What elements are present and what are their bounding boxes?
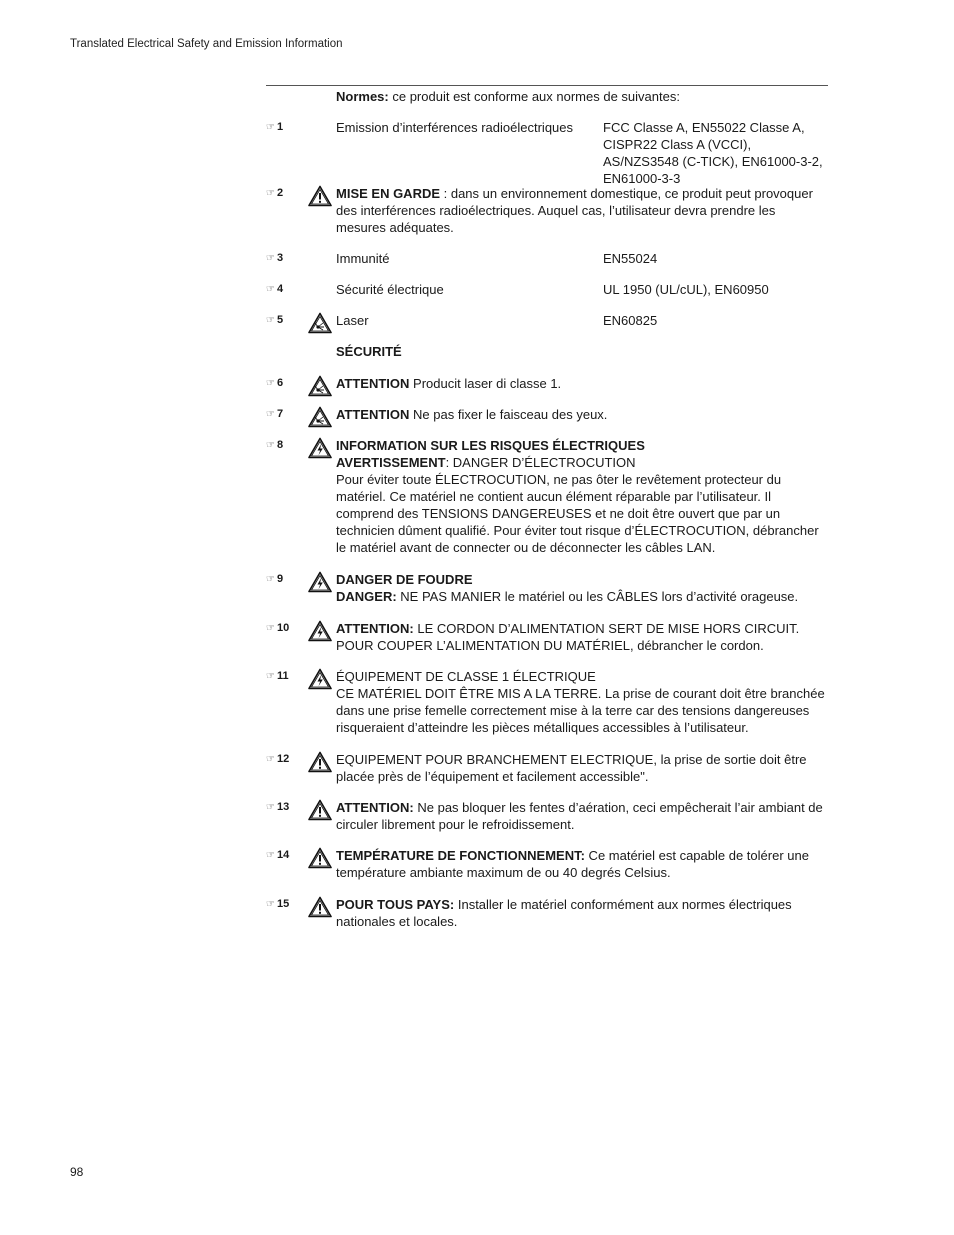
entry-2 bbox=[266, 185, 828, 235]
entry-ref: ☞ 10 bbox=[266, 622, 290, 634]
laser-triangle-icon bbox=[308, 375, 332, 397]
entry-ref: ☞ 11 bbox=[266, 670, 289, 682]
hand-pointer-icon: ☞ bbox=[266, 253, 275, 264]
entry-11 bbox=[266, 668, 828, 735]
warning-triangle-icon bbox=[308, 799, 332, 821]
entry-ref: ☞ 15 bbox=[266, 898, 290, 910]
electric-shock-triangle-icon bbox=[308, 620, 332, 642]
entry-ref: ☞ 2 bbox=[266, 187, 284, 199]
hand-pointer-icon: ☞ bbox=[266, 122, 275, 133]
warning-triangle-icon bbox=[308, 847, 332, 869]
entry-text: ATTENTION Ne pas fixer le faisceau des yeux. bbox=[336, 407, 608, 422]
hand-pointer-icon: ☞ bbox=[266, 188, 275, 199]
entry-13 bbox=[266, 799, 828, 832]
entry-ref: ☞ 3 bbox=[266, 252, 284, 264]
laser-triangle-icon bbox=[308, 406, 332, 428]
entry-text: DANGER DE FOUDRE DANGER: NE PAS MANIER le matériel ou les CÂBLES lors d’activité orageuse. bbox=[336, 572, 799, 604]
entry-10 bbox=[266, 620, 828, 653]
entry-ref: ☞ 8 bbox=[266, 439, 284, 451]
entry-text: Sécurité électrique bbox=[336, 282, 444, 297]
page-number: 98 bbox=[70, 1165, 84, 1179]
hand-pointer-icon: ☞ bbox=[266, 440, 275, 451]
entry-text: ÉQUIPEMENT DE CLASSE 1 ÉLECTRIQUE CE MATÉRIEL DOIT ÊTRE MIS A LA TERRE. La prise de courant doit être branchée dans une prise femelle correctement mise à la terre car des tensions dangereuses risqueraient d’atteindre les pièces métalliques accessibles à l’utilisateur. bbox=[336, 669, 825, 735]
warning-triangle-icon bbox=[308, 185, 332, 207]
entry-ref: ☞ 4 bbox=[266, 283, 284, 295]
entry-4 bbox=[266, 281, 828, 301]
entry-12 bbox=[266, 751, 828, 784]
entry-ref: ☞ 9 bbox=[266, 573, 284, 585]
hand-pointer-icon: ☞ bbox=[266, 574, 275, 585]
entry-text: ATTENTION: LE CORDON D’ALIMENTATION SERT DE MISE HORS CIRCUIT. POUR COUPER L’ALIMENTATION DU MATÉRIEL, débrancher le cordon. bbox=[336, 621, 800, 653]
electric-shock-triangle-icon bbox=[308, 571, 332, 593]
warning-triangle-icon bbox=[308, 896, 332, 918]
entry-standard: FCC Classe A, EN55022 Classe A, CISPR22 Class A (VCCI), AS/NZS3548 (C-TICK), EN61000-3-2, EN61000-3-3 bbox=[603, 120, 823, 186]
norms-label: Normes: bbox=[336, 89, 389, 104]
entry-text: Laser bbox=[336, 313, 369, 328]
entry-ref: ☞ 14 bbox=[266, 849, 290, 861]
hand-pointer-icon: ☞ bbox=[266, 378, 275, 389]
electric-shock-triangle-icon bbox=[308, 668, 332, 690]
running-header: Translated Electrical Safety and Emission Information bbox=[70, 38, 343, 50]
entry-7 bbox=[266, 406, 828, 426]
entry-text: Emission d’interférences radioélectriques bbox=[336, 120, 574, 135]
entry-1 bbox=[266, 119, 828, 186]
entry-text: TEMPÉRATURE DE FONCTIONNEMENT: Ce matériel est capable de tolérer une température ambiante maximum de ou 40 degrés Celsius. bbox=[336, 848, 809, 880]
hand-pointer-icon: ☞ bbox=[266, 899, 275, 910]
hand-pointer-icon: ☞ bbox=[266, 802, 275, 813]
entry-9 bbox=[266, 571, 828, 604]
warning-triangle-icon bbox=[308, 751, 332, 773]
hand-pointer-icon: ☞ bbox=[266, 754, 275, 765]
electric-shock-triangle-icon bbox=[308, 437, 332, 459]
hand-pointer-icon: ☞ bbox=[266, 315, 275, 326]
entry-ref: ☞ 6 bbox=[266, 377, 284, 389]
entry-text: ATTENTION: Ne pas bloquer les fentes d’aération, ceci empêcherait l’air ambiant de circuler librement pour le refroidissement. bbox=[336, 800, 823, 832]
entry-8 bbox=[266, 437, 828, 555]
hand-pointer-icon: ☞ bbox=[266, 284, 275, 295]
entry-6 bbox=[266, 375, 828, 395]
entry-text: POUR TOUS PAYS: Installer le matériel conformément aux normes électriques nationales et locales. bbox=[336, 897, 792, 929]
hand-pointer-icon: ☞ bbox=[266, 671, 275, 682]
hand-pointer-icon: ☞ bbox=[266, 409, 275, 420]
hand-pointer-icon: ☞ bbox=[266, 850, 275, 861]
entry-text: ATTENTION Producit laser di classe 1. bbox=[336, 376, 562, 391]
entry-ref: ☞ 13 bbox=[266, 801, 290, 813]
entry-standard: UL 1950 (UL/cUL), EN60950 bbox=[603, 282, 769, 297]
entry-15 bbox=[266, 896, 828, 929]
norms-text: ce produit est conforme aux normes de suivantes: bbox=[388, 89, 680, 104]
entry-14 bbox=[266, 847, 828, 880]
entry-ref: ☞ 5 bbox=[266, 314, 284, 326]
entry-text: EQUIPEMENT POUR BRANCHEMENT ELECTRIQUE, la prise de sortie doit être placée près de l’équipement et facilement accessible". bbox=[336, 752, 807, 784]
entry-standard: EN55024 bbox=[603, 251, 658, 266]
entry-3 bbox=[266, 250, 828, 270]
entry-text: Immunité bbox=[336, 251, 390, 266]
laser-triangle-icon bbox=[308, 312, 332, 334]
entry-standard: EN60825 bbox=[603, 313, 658, 328]
entry-ref: ☞ 7 bbox=[266, 408, 284, 420]
entry-5 bbox=[266, 312, 828, 332]
header-rule bbox=[266, 85, 828, 86]
entry-text: INFORMATION SUR LES RISQUES ÉLECTRIQUES AVERTISSEMENT: DANGER D’ÉLECTROCUTION Pour éviter toute ÉLECTROCUTION, ne pas ôter le revêtement protecteur du matériel. Ce matériel ne contient aucun élément réparable par l’utilisateur. Il comprend des TENSIONS DANGEREUSES et ne doit être ouvert que par un technicien dûment qualifié. Pour éviter tout risque d’ÉLECTROCUTION, débrancher le matériel avant de connecter ou de déconnecter les câbles LAN. bbox=[336, 438, 819, 555]
section-heading-securite: SÉCURITÉ bbox=[336, 344, 402, 359]
norms-intro bbox=[336, 88, 826, 105]
entry-ref: ☞ 12 bbox=[266, 753, 290, 765]
entry-text: MISE EN GARDE : dans un environnement domestique, ce produit peut provoquer des interférences radioélectriques. Auquel cas, l’utilisateur devra prendre les mesures adéquates. bbox=[336, 186, 813, 235]
entry-ref: ☞ 1 bbox=[266, 121, 284, 133]
hand-pointer-icon: ☞ bbox=[266, 623, 275, 634]
